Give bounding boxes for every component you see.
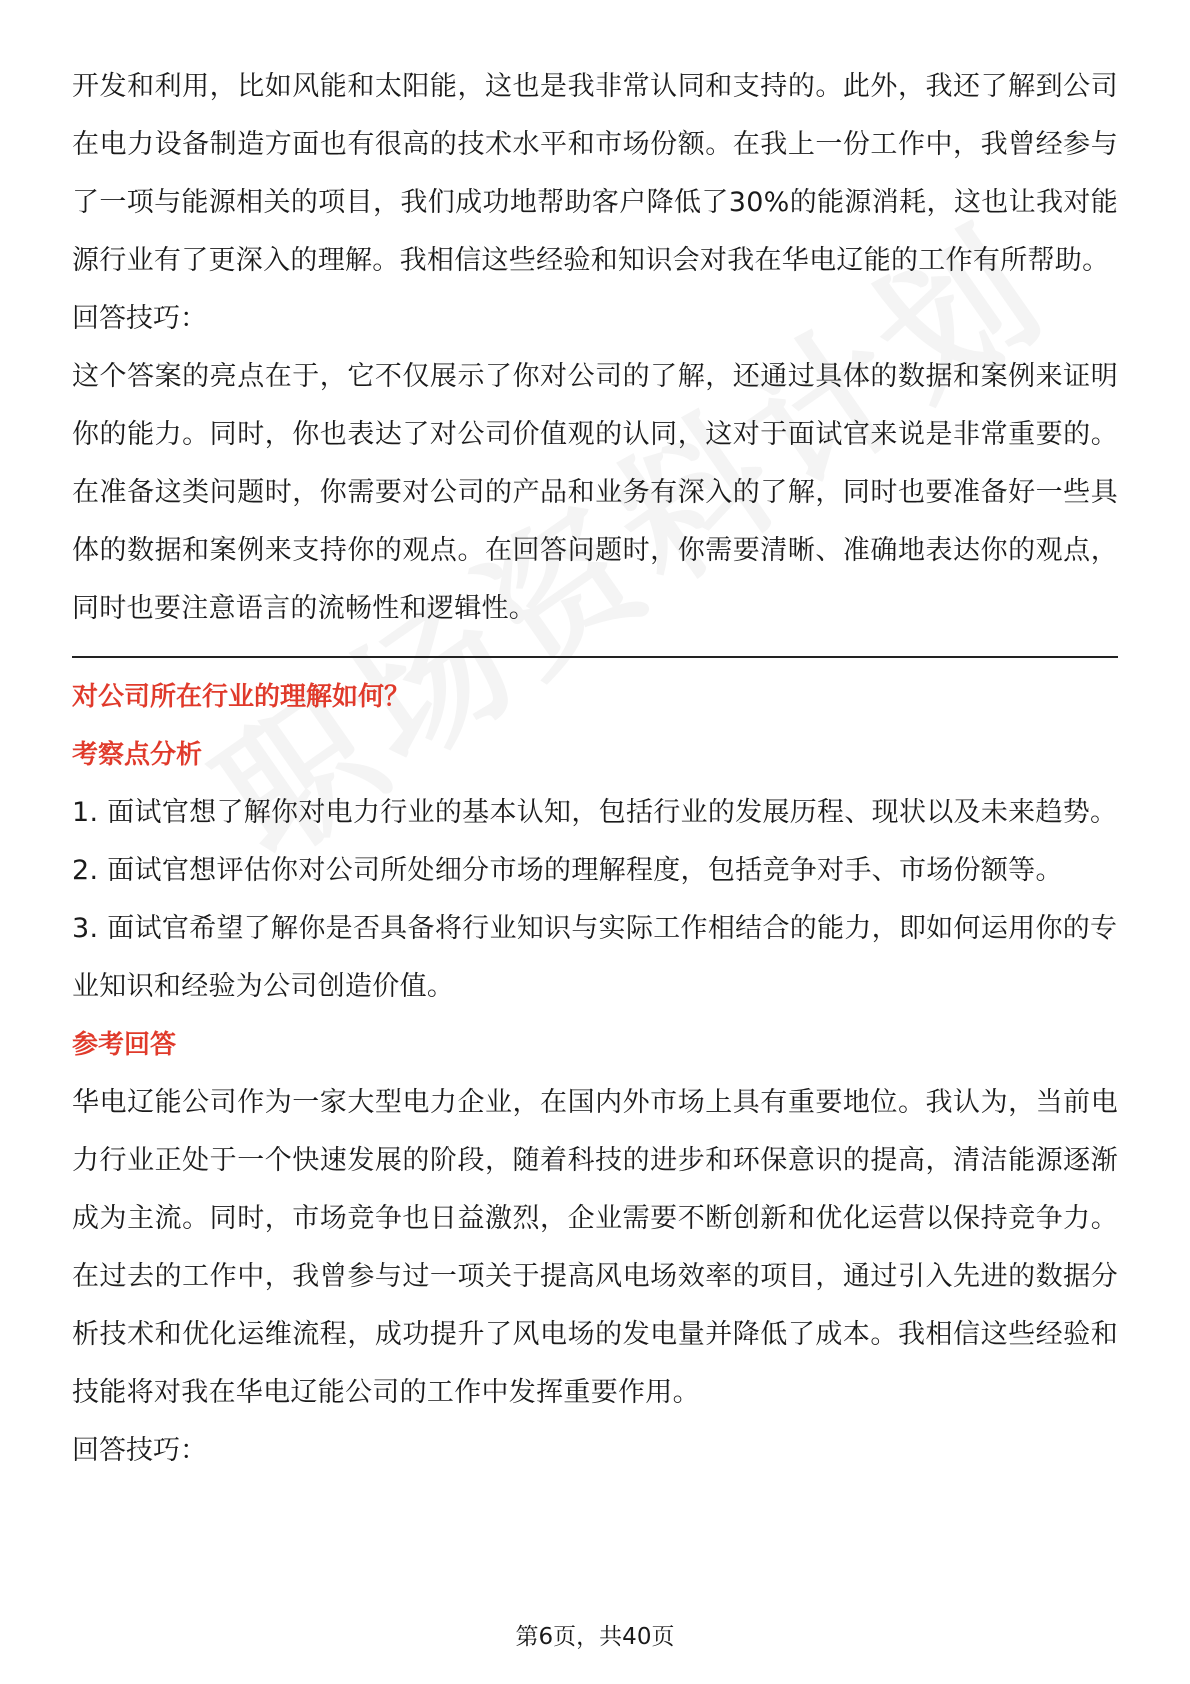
- document-page: [72, 58, 1118, 1480]
- question-title: 对公司所在行业的理解如何？: [72, 682, 411, 712]
- reference-heading: 参考回答: [72, 1030, 177, 1060]
- analysis-item: 3. 面试官希望了解你是否具备将行业知识与实际工作相结合的能力，即如何运用你的专业知识和经验为公司创造价值。: [72, 913, 1118, 1002]
- intro-paragraph: 开发和利用，比如风能和太阳能，这也是我非常认同和支持的。此外，我还了解到公司在电力设备制造方面也有很高的技术水平和市场份额。在我上一份工作中，我曾经参与了一项与能源相关的项目，我们成功地帮助客户降低了30%的能源消耗，这也让我对能源行业有了更深入的理解。我相信这些经验和知识会对我在华电辽能的工作有所帮助。: [72, 71, 1118, 276]
- analysis-item: 2. 面试官想评估你对公司所处细分市场的理解程度，包括竞争对手、市场份额等。: [72, 855, 1063, 886]
- reference-paragraph: 华电辽能公司作为一家大型电力企业，在国内外市场上具有重要地位。我认为，当前电力行业正处于一个快速发展的阶段，随着科技的进步和环保意识的提高，清洁能源逐渐成为主流。同时，市场竞争也日益激烈，企业需要不断创新和优化运营以保持竞争力。在过去的工作中，我曾参与过一项关于提高风电场效率的项目，通过引入先进的数据分析技术和优化运维流程，成功提升了风电场的发电量并降低了成本。我相信这些经验和技能将对我在华电辽能公司的工作中发挥重要作用。: [72, 1087, 1118, 1408]
- page-footer: 第6页，共40页: [515, 1624, 675, 1650]
- tips-label: 回答技巧：: [72, 1435, 207, 1466]
- tips-label: 回答技巧：: [72, 303, 207, 334]
- section-divider: [72, 656, 1118, 658]
- analysis-heading: 考察点分析: [72, 740, 203, 770]
- tips-paragraph: 这个答案的亮点在于，它不仅展示了你对公司的了解，还通过具体的数据和案例来证明你的能力。同时，你也表达了对公司价值观的认同，这对于面试官来说是非常重要的。在准备这类问题时，你需要对公司的产品和业务有深入的了解，同时也要准备好一些具体的数据和案例来支持你的观点。在回答问题时，你需要清晰、准确地表达你的观点，同时也要注意语言的流畅性和逻辑性。: [72, 361, 1118, 624]
- analysis-item: 1. 面试官想了解你对电力行业的基本认知，包括行业的发展历程、现状以及未来趋势。: [72, 797, 1118, 828]
